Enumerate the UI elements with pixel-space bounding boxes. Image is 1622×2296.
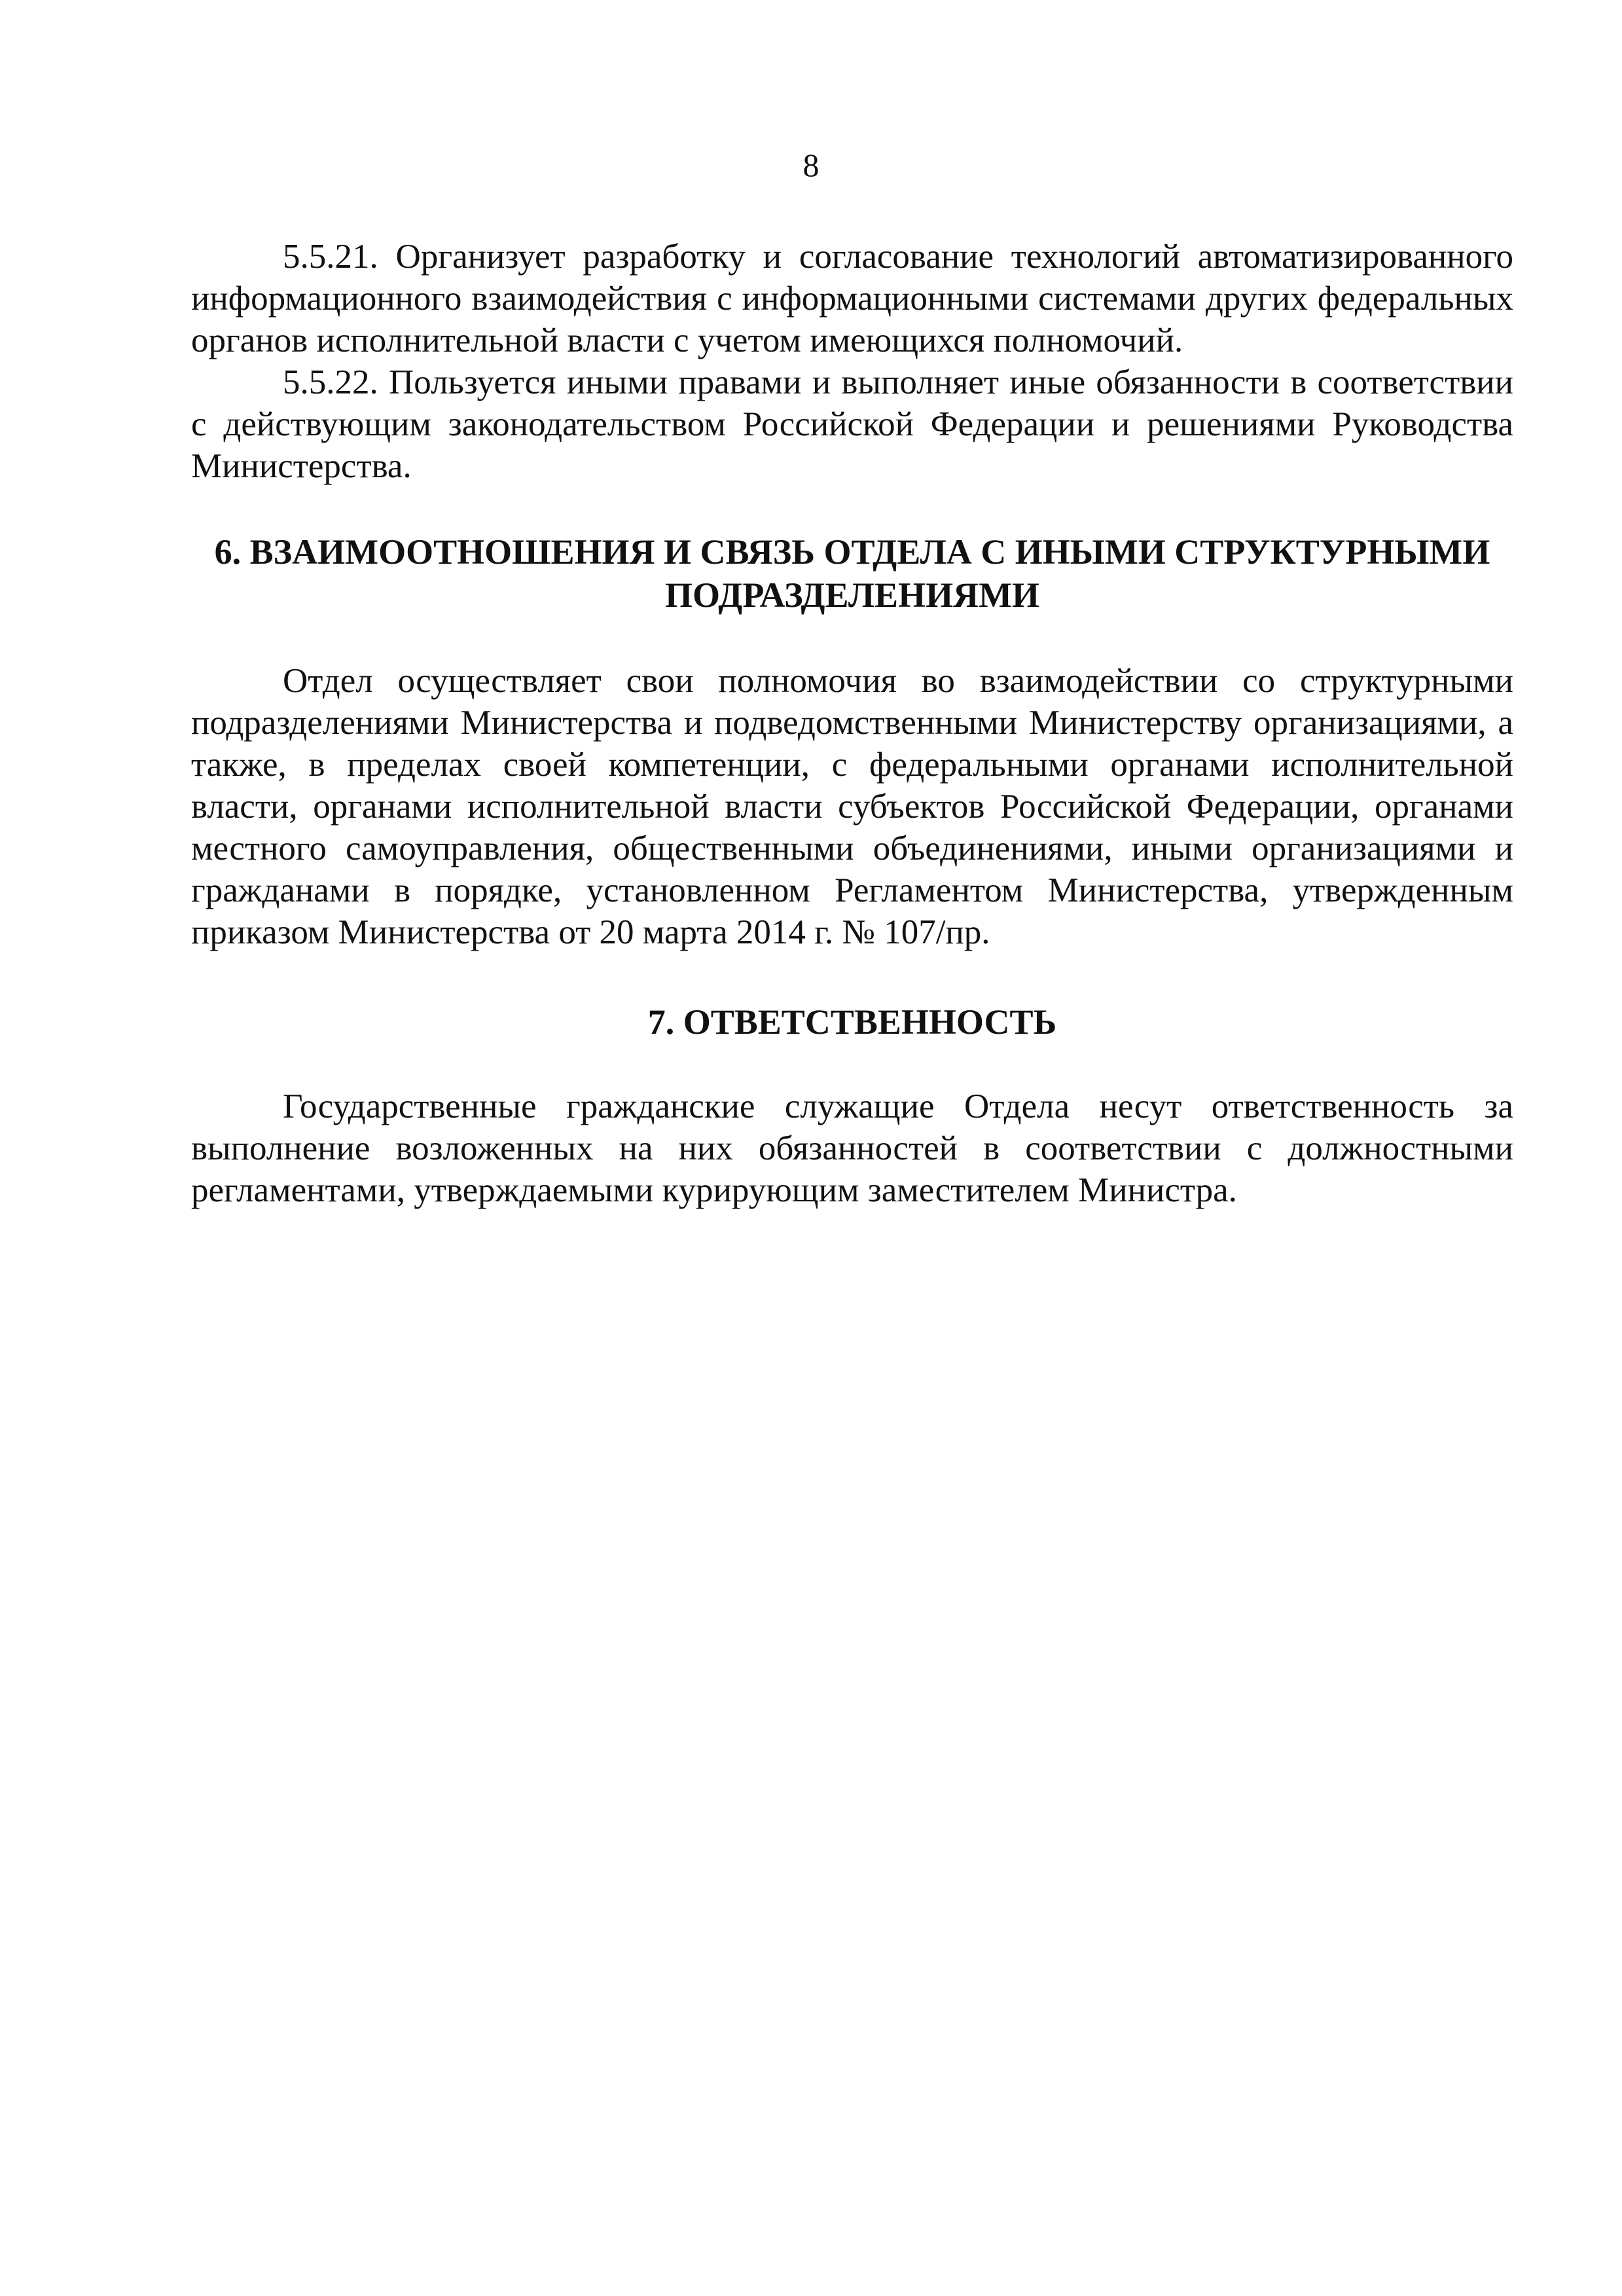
document-body [191, 236, 1513, 1211]
section-6-heading-line-2: ПОДРАЗДЕЛЕНИЯМИ [664, 575, 1040, 615]
section-7-paragraph: Государственные гражданские служащие Отдела несут ответственность за выполнение возложенных на них обязанностей в соответствии с должностными регламентами, утверждаемыми курирующим заместителем Министра. [191, 1087, 1513, 1209]
section-6-heading-line-1: 6. ВЗАИМООТНОШЕНИЯ И СВЯЗЬ ОТДЕЛА С ИНЫМИ СТРУКТУРНЫМИ [214, 532, 1490, 572]
paragraph-5-5-22: 5.5.22. Пользуется иными правами и выполняет иные обязанности в соответствии с действующим законодательством Российской Федерации и решениями Руководства Министерства. [191, 363, 1513, 485]
section-6-paragraph: Отдел осуществляет свои полномочия во взаимодействии со структурными подразделениями Министерства и подведомственными Министерству организациями, а также, в пределах своей компетенции, с федеральными органами исполнительной власти, органами исполнительной власти субъектов Российской Федерации, органами местного самоуправления, общественными объединениями, иными организациями и гражданами в порядке, установленном Регламентом Министерства, утвержденным приказом Министерства от 20 марта 2014 г. № 107/пр. [191, 662, 1513, 951]
paragraph-5-5-21: 5.5.21. Организует разработку и согласование технологий автоматизированного информационного взаимодействия с информационными системами других федеральных органов исполнительной власти с учетом имеющихся полномочий. [191, 238, 1513, 359]
section-7-heading: 7. ОТВЕТСТВЕННОСТЬ [647, 1002, 1057, 1042]
section-6-heading [191, 530, 1513, 617]
page-number: 8 [802, 147, 820, 183]
